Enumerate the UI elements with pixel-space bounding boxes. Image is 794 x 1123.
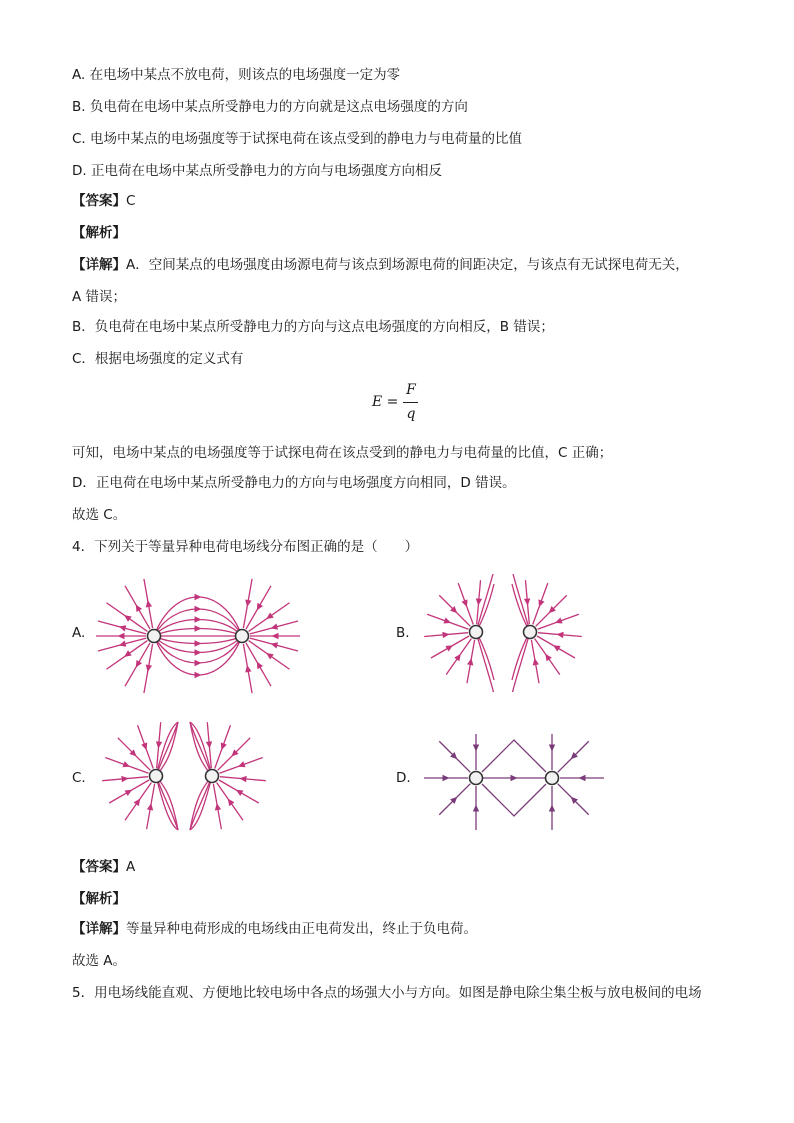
field-arrow — [228, 799, 235, 807]
fraction-bar — [403, 402, 418, 403]
field-arrow — [122, 761, 130, 767]
field-arrow — [476, 598, 482, 605]
question-4-stem: 4．下列关于等量异种电荷电场线分布图正确的是（ ） — [72, 539, 419, 555]
after-formula-1: 可知，电场中某点的电场强度等于试探电荷在该点受到的静电力与电荷量的比值，C 正确； — [72, 445, 613, 461]
point-charge — [470, 772, 483, 785]
field-line — [156, 722, 178, 776]
field-arrow — [121, 776, 128, 782]
figure-b-label: B. — [396, 625, 410, 641]
option-d: D. 正电荷在电场中某点所受静电力的方向与电场强度方向相反 — [72, 163, 442, 179]
detail-label-4: 【详解】 — [72, 921, 126, 937]
figure-c-field-lines — [96, 716, 272, 836]
figure-a-label: A. — [72, 625, 86, 641]
point-charge — [150, 770, 163, 783]
field-arrow — [245, 665, 251, 672]
field-arrow — [524, 598, 530, 605]
field-arrow — [124, 650, 132, 657]
formula-numerator: F — [406, 382, 416, 398]
figure-a-lines — [96, 579, 300, 693]
field-line — [482, 740, 546, 772]
field-arrow — [473, 805, 479, 812]
answer-line — [72, 192, 135, 210]
figure-b-charges — [470, 626, 537, 639]
detail-text-1: A．空间某点的电场强度由场源电荷与该点到场源电荷的间距决定，与该点有无试探电荷无关， — [126, 257, 689, 273]
field-arrow — [195, 606, 202, 612]
field-arrow — [141, 742, 147, 750]
field-arrow — [533, 658, 539, 665]
answer-label: 【答案】 — [72, 193, 126, 209]
answer-label-4: 【答案】 — [72, 859, 126, 875]
point-charge — [206, 770, 219, 783]
figure-a-field-lines — [92, 576, 312, 694]
field-line — [512, 632, 530, 692]
field-arrow — [238, 761, 246, 767]
field-arrow — [443, 618, 451, 624]
field-arrow — [473, 745, 479, 752]
field-arrow — [195, 672, 202, 678]
option-b: B. 负电荷在电场中某点所受静电力的方向就是这点电场强度的方向 — [72, 99, 468, 115]
field-arrow — [134, 799, 141, 807]
figure-c-charges — [150, 770, 219, 783]
field-arrow — [239, 776, 246, 782]
field-arrow — [538, 599, 544, 607]
field-arrow — [266, 653, 274, 660]
field-arrow — [556, 632, 563, 638]
point-charge — [148, 630, 161, 643]
field-line — [154, 597, 242, 636]
formula-lhs: E = — [372, 394, 399, 410]
formula-denominator: q — [406, 406, 416, 422]
figure-d-field-lines — [418, 734, 608, 834]
field-line — [190, 776, 212, 830]
field-arrow — [549, 745, 555, 752]
field-arrow — [462, 599, 468, 607]
conclusion-q4: 故选 A。 — [72, 953, 127, 969]
field-arrow — [195, 660, 202, 666]
field-arrow — [454, 654, 461, 662]
field-arrow — [215, 803, 221, 810]
field-arrow — [579, 775, 586, 781]
formula-e-equals-f-over-q — [372, 382, 432, 426]
figure-d-lines — [424, 734, 604, 830]
detail-line-2: A 错误； — [72, 289, 127, 305]
field-arrow — [195, 594, 202, 600]
field-arrow — [442, 632, 449, 638]
field-arrow — [124, 615, 132, 622]
analysis-label-4: 【解析】 — [72, 891, 126, 907]
point-charge — [524, 626, 537, 639]
figure-d-label: D. — [396, 770, 411, 786]
answer-line-4 — [72, 858, 135, 876]
detail-text-q4: 等量异种电荷形成的电场线由正电荷发出，终止于负电荷。 — [126, 921, 477, 937]
field-arrow — [206, 741, 212, 748]
after-formula-3: 故选 C。 — [72, 507, 127, 523]
question-5-stem: 5．用电场线能直观、方便地比较电场中各点的场强大小与方向。如图是静电除尘集尘板与放电极间的电场 — [72, 985, 702, 1001]
field-arrow — [195, 649, 202, 655]
detail-line-q4 — [72, 920, 477, 938]
field-arrow — [118, 633, 125, 639]
field-line — [476, 632, 494, 692]
field-arrow — [272, 633, 279, 639]
field-arrow — [266, 612, 274, 619]
field-line — [482, 784, 546, 816]
analysis-label: 【解析】 — [72, 225, 126, 241]
field-arrow — [555, 618, 563, 624]
field-arrow — [146, 600, 152, 607]
point-charge — [546, 772, 559, 785]
field-arrow — [221, 742, 227, 750]
field-arrow — [245, 599, 251, 606]
point-charge — [470, 626, 483, 639]
field-arrow — [195, 640, 202, 646]
detail-line-3: B．负电荷在电场中某点所受静电力的方向与这点电场强度的方向相反，B 错误； — [72, 319, 554, 335]
option-a: A. 在电场中某点不放电荷，则该点的电场强度一定为零 — [72, 67, 401, 83]
detail-line-4: C．根据电场强度的定义式有 — [72, 351, 244, 367]
answer-value-4: A — [126, 859, 136, 875]
field-arrow — [156, 741, 162, 748]
after-formula-2: D．正电荷在电场中某点所受静电力的方向与电场强度方向相同，D 错误。 — [72, 475, 516, 491]
field-arrow — [545, 654, 552, 662]
field-arrow — [147, 803, 153, 810]
field-arrow — [195, 616, 202, 622]
field-arrow — [195, 625, 202, 631]
figure-c-lines — [102, 722, 266, 830]
field-arrow — [467, 658, 473, 665]
option-c: C. 电场中某点的电场强度等于试探电荷在该点受到的静电力与电荷量的比值 — [72, 131, 523, 147]
figure-c-label: C. — [72, 770, 86, 786]
field-line — [154, 636, 242, 675]
field-arrow — [146, 664, 152, 671]
figure-b-lines — [424, 574, 582, 692]
answer-value: C — [126, 193, 136, 209]
field-line — [190, 722, 212, 776]
field-arrow — [511, 775, 518, 781]
field-line — [156, 776, 178, 830]
field-arrow — [443, 775, 450, 781]
figure-b-field-lines — [418, 574, 590, 692]
point-charge — [236, 630, 249, 643]
detail-line-1 — [72, 256, 689, 274]
field-arrow — [549, 805, 555, 812]
detail-label: 【详解】 — [72, 257, 126, 273]
